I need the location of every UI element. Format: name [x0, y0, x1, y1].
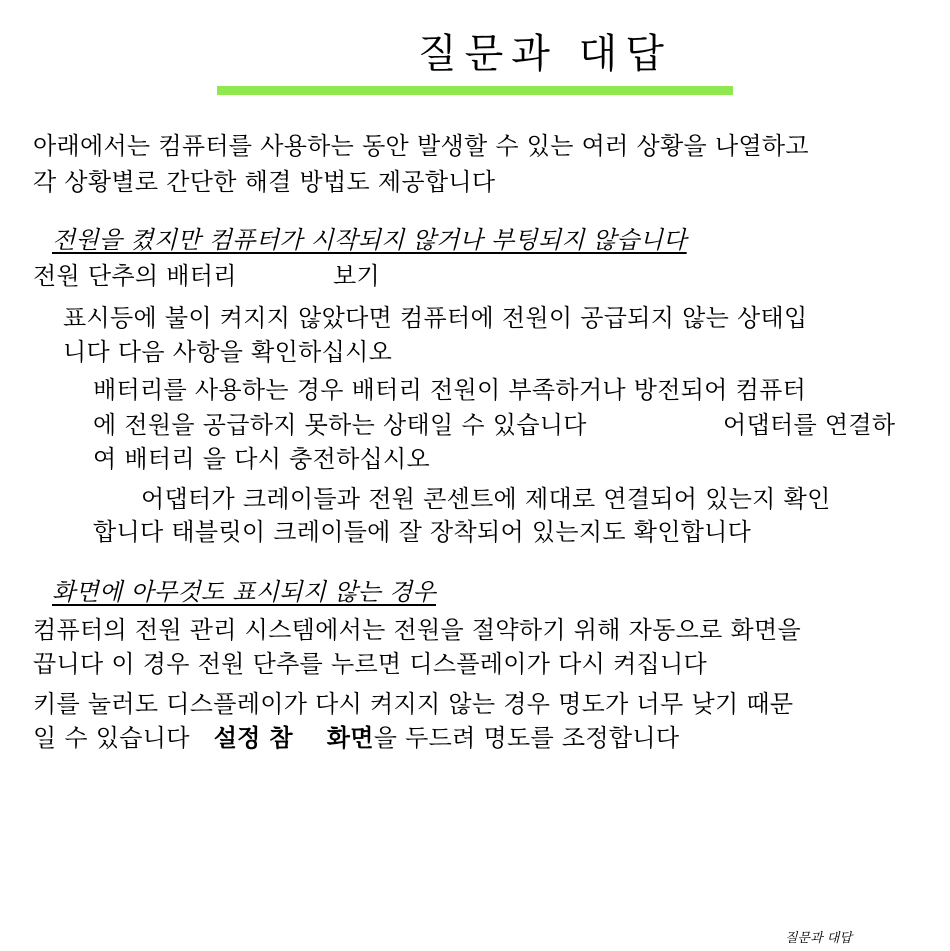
section2-para2-line2: [33, 720, 679, 756]
intro-line-1: 아래에서는 컴퓨터를 사용하는 동안 발생할 수 있는 여러 상황을 나열하고: [33, 132, 809, 160]
section2-heading: 화면에 아무것도 표시되지 않는 경우: [52, 578, 436, 606]
title-underline-rule: [217, 86, 733, 95]
section2-para1-line1: 컴퓨터의 전원 관리 시스템에서는 전원을 절약하기 위해 자동으로 화면을: [33, 616, 801, 644]
section2-para2-line1: 키를 눌러도 디스플레이가 다시 켜지지 않는 경우 명도가 너무 낮기 때문: [33, 690, 794, 718]
section1-para2-line2a: 에 전원을 공급하지 못하는 상태일 수 있습니다: [93, 411, 587, 439]
section1-heading: 전원을 켰지만 컴퓨터가 시작되지 않거나 부팅되지 않습니다: [52, 226, 687, 254]
display-reference: 화면: [326, 724, 374, 752]
section1-para3-line1: 어댑터가 크레이들과 전원 콘센트에 제대로 연결되어 있는지 확인: [141, 485, 831, 513]
settings-reference: 설정 참: [213, 724, 293, 752]
intro-line-2: 각 상황별로 간단한 해결 방법도 제공합니다: [33, 168, 496, 196]
section1-item-suffix: 보기: [333, 262, 380, 290]
section2-para2-prefix: 일 수 있습니다: [33, 724, 190, 752]
section1-para2-line1: 배터리를 사용하는 경우 배터리 전원이 부족하거나 방전되어 컴퓨터: [93, 376, 807, 404]
section2-para2-suffix: 을 두드려 명도를 조정합니다: [373, 724, 680, 752]
page-title: 질문과 대답: [418, 31, 672, 77]
section1-para1-line2: 니다 다음 사항을 확인하십시오: [63, 338, 393, 366]
section1-para2-line2b: 어댑터를 연결하: [723, 411, 896, 439]
section1-para3-line2: 합니다 태블릿이 크레이들에 잘 장착되어 있는지도 확인합니다: [93, 518, 752, 546]
section1-para1-line1: 표시등에 불이 켜지지 않았다면 컴퓨터에 전원이 공급되지 않는 상태입: [63, 304, 808, 332]
footer-label: 질문과 대답: [785, 931, 852, 946]
section1-para2-line3: 여 배터리 을 다시 충전하십시오: [93, 445, 431, 473]
section2-para1-line2: 끕니다 이 경우 전원 단추를 누르면 디스플레이가 다시 켜집니다: [33, 650, 708, 678]
section1-item-label: 전원 단추의 배터리: [33, 262, 237, 290]
